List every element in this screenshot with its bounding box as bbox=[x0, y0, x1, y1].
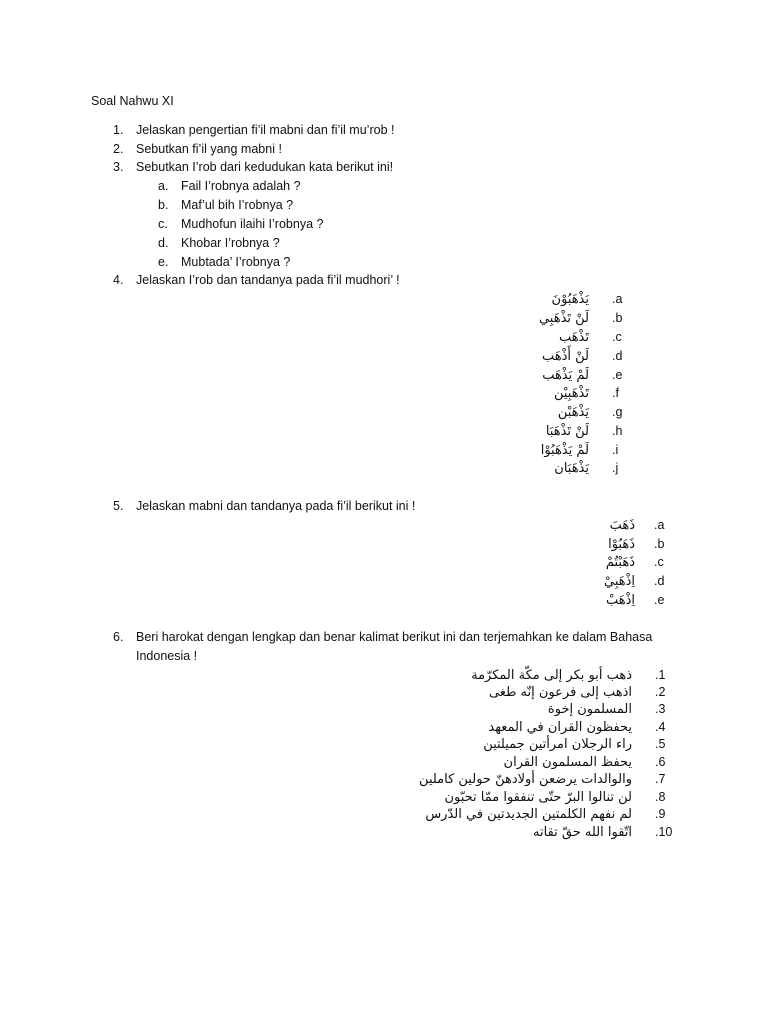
arabic-sentence: راء الرجلان امرأتين جميلتين bbox=[483, 737, 632, 752]
arabic-item-letter: .b bbox=[654, 537, 665, 551]
sub-item-letter: c. bbox=[158, 217, 168, 231]
arabic-word: يَذْهَبْن bbox=[557, 405, 589, 420]
sentence-number: .5 bbox=[655, 737, 666, 751]
question-number: 6. bbox=[113, 630, 124, 644]
arabic-word: ذَهَبْتُمْ bbox=[605, 555, 635, 570]
sub-item-letter: d. bbox=[158, 236, 169, 250]
arabic-item-letter: .d bbox=[654, 574, 665, 588]
arabic-item-letter: .c bbox=[612, 330, 622, 344]
question-text: Jelaskan I’rob dan tandanya pada fi’il mudhori’ ! bbox=[136, 273, 400, 287]
arabic-item-letter: .d bbox=[612, 349, 623, 363]
arabic-item-letter: .a bbox=[654, 518, 665, 532]
question-number: 5. bbox=[113, 499, 124, 513]
arabic-word: تَذْهَبِيْن bbox=[553, 386, 589, 401]
arabic-word: لَمْ يَذْهَبُوْا bbox=[540, 443, 589, 458]
arabic-word: يَذْهَبُوْنَ bbox=[551, 292, 589, 307]
arabic-word: اِذْهَبْ bbox=[605, 593, 635, 608]
arabic-sentence: يحفظون القران في المعهد bbox=[488, 720, 632, 735]
sentence-number: .9 bbox=[655, 807, 666, 821]
question-text: Beri harokat dengan lengkap dan benar kalimat berikut ini dan terjemahkan ke dalam Bahasa bbox=[136, 630, 653, 644]
question-text: Jelaskan mabni dan tandanya pada fi’il berikut ini ! bbox=[136, 499, 416, 513]
arabic-word: يَذْهَبَان bbox=[554, 461, 589, 476]
arabic-sentence: لم نفهم الكلمتين الجديدتين في الدّرس bbox=[425, 807, 632, 822]
arabic-item-letter: .i bbox=[612, 443, 619, 457]
sentence-number: .4 bbox=[655, 720, 666, 734]
sub-item-text: Khobar I’robnya ? bbox=[181, 236, 280, 250]
arabic-item-letter: .b bbox=[612, 311, 623, 325]
arabic-sentence: لن تنالوا البرّ حتّى تنفقوا ممّا تحبّون bbox=[444, 790, 632, 805]
arabic-word: لَنْ أَذْهَب bbox=[541, 349, 589, 364]
sub-item-text: Fail I’robnya adalah ? bbox=[181, 179, 301, 193]
arabic-word: لَنْ تَذْهَبَا bbox=[545, 424, 589, 439]
arabic-item-letter: .e bbox=[612, 368, 623, 382]
arabic-sentence: اذهب إلى فرعون إنّه طغى bbox=[488, 685, 632, 700]
arabic-item-letter: .c bbox=[654, 555, 664, 569]
question-text: Sebutkan I’rob dari kedudukan kata berikut ini! bbox=[136, 160, 394, 174]
arabic-word: ذَهَبَ bbox=[609, 518, 635, 533]
arabic-sentence: يحفظ المسلمون القران bbox=[503, 755, 632, 770]
arabic-word: لَنْ تَذْهَبِي bbox=[538, 311, 589, 326]
sentence-number: .2 bbox=[655, 685, 666, 699]
sub-item-text: Mubtada’ I’robnya ? bbox=[181, 255, 291, 269]
sub-item-letter: e. bbox=[158, 255, 169, 269]
sentence-number: .3 bbox=[655, 702, 666, 716]
sentence-number: .10 bbox=[655, 825, 673, 839]
arabic-word: اِذْهَبِيْ bbox=[603, 574, 635, 589]
arabic-word: لَمْ يَذْهَب bbox=[542, 368, 589, 383]
sentence-number: .7 bbox=[655, 772, 666, 786]
arabic-sentence: اتّقوا الله حقّ تقاته bbox=[533, 825, 632, 840]
arabic-sentence: ذهب أبو بكر إلى مكّة المكرّمة bbox=[471, 668, 632, 683]
sub-item-text: Maf’ul bih I’robnya ? bbox=[181, 198, 294, 212]
document-title: Soal Nahwu XI bbox=[91, 94, 174, 108]
arabic-item-letter: .j bbox=[612, 461, 619, 475]
question-number: 4. bbox=[113, 273, 124, 287]
arabic-sentence: المسلمون إخوة bbox=[547, 702, 632, 717]
sentence-number: .6 bbox=[655, 755, 666, 769]
sentence-number: .1 bbox=[655, 668, 666, 682]
sub-item-letter: a. bbox=[158, 179, 169, 193]
arabic-item-letter: .f bbox=[612, 386, 619, 400]
sentence-number: .8 bbox=[655, 790, 666, 804]
sub-item-text: Mudhofun ilaihi I’robnya ? bbox=[181, 217, 324, 231]
sub-item-letter: b. bbox=[158, 198, 169, 212]
question-text: Sebutkan fi’il yang mabni ! bbox=[136, 142, 282, 156]
question-number: 2. bbox=[113, 142, 124, 156]
question-number: 3. bbox=[113, 160, 124, 174]
question-text: Jelaskan pengertian fi’il mabni dan fi’il mu’rob ! bbox=[136, 123, 395, 137]
arabic-item-letter: .a bbox=[612, 292, 623, 306]
arabic-word: ذَهَبُوْا bbox=[608, 537, 635, 552]
arabic-item-letter: .e bbox=[654, 593, 665, 607]
arabic-item-letter: .g bbox=[612, 405, 623, 419]
question-text-continued: Indonesia ! bbox=[136, 649, 198, 663]
arabic-item-letter: .h bbox=[612, 424, 623, 438]
question-number: 1. bbox=[113, 123, 124, 137]
arabic-word: تَذْهَب bbox=[558, 330, 589, 345]
arabic-sentence: والوالدات يرضعن أولادهنّ حولين كاملين bbox=[419, 772, 632, 787]
